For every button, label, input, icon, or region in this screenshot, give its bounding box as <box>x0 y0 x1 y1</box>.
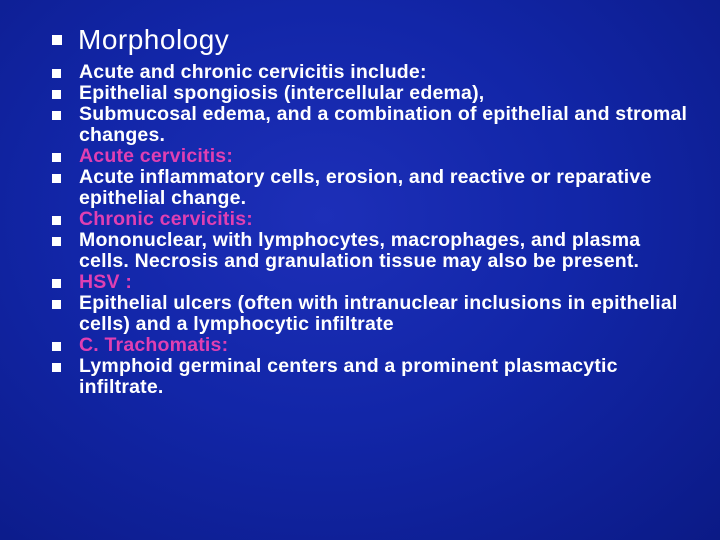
bullet-item <box>52 83 692 104</box>
title-row <box>52 20 229 60</box>
square-bullet-icon <box>52 69 61 78</box>
square-bullet-icon <box>52 279 61 288</box>
bullet-item-text: HSV : <box>79 271 133 293</box>
square-bullet-icon <box>52 363 61 372</box>
square-bullet-icon <box>52 111 61 120</box>
bullet-item <box>52 104 692 146</box>
bullet-item <box>52 335 692 356</box>
bullet-item-text: Mononuclear, with lymphocytes, macrophages, and plasma cells. Necrosis and granulation tissue may also be present. <box>79 229 641 272</box>
square-bullet-icon <box>52 153 61 162</box>
square-bullet-icon <box>52 90 61 99</box>
slide-title: Morphology <box>78 24 230 55</box>
square-bullet-icon <box>52 237 61 246</box>
bullet-item <box>52 62 692 83</box>
bullet-item <box>52 356 692 398</box>
square-bullet-icon <box>52 342 61 351</box>
bullet-item-text: Chronic cervicitis: <box>79 208 253 230</box>
bullet-item-text: Submucosal edema, and a combination of epithelial and stromal changes. <box>79 103 688 146</box>
bullet-item <box>52 167 692 209</box>
square-bullet-icon <box>52 216 61 225</box>
bullet-list <box>52 62 692 398</box>
square-bullet-icon <box>52 174 61 183</box>
bullet-item-text: Acute and chronic cervicitis include: <box>79 61 427 83</box>
square-bullet-icon <box>52 300 61 309</box>
bullet-item-text: Lymphoid germinal centers and a prominent plasmacytic infiltrate. <box>79 355 618 398</box>
bullet-item <box>52 230 692 272</box>
bullet-item-text: Epithelial ulcers (often with intranuclear inclusions in epithelial cells) and a lymphocytic infiltrate <box>79 292 678 335</box>
bullet-item <box>52 146 692 167</box>
bullet-item <box>52 293 692 335</box>
bullet-item-text: Acute inflammatory cells, erosion, and reactive or reparative epithelial change. <box>79 166 652 209</box>
bullet-item <box>52 209 692 230</box>
bullet-item-text: C. Trachomatis: <box>79 334 229 356</box>
bullet-item <box>52 272 692 293</box>
square-bullet-icon <box>52 35 62 45</box>
bullet-item-text: Acute cervicitis: <box>79 145 234 167</box>
bullet-item-text: Epithelial spongiosis (intercellular edema), <box>79 82 485 104</box>
